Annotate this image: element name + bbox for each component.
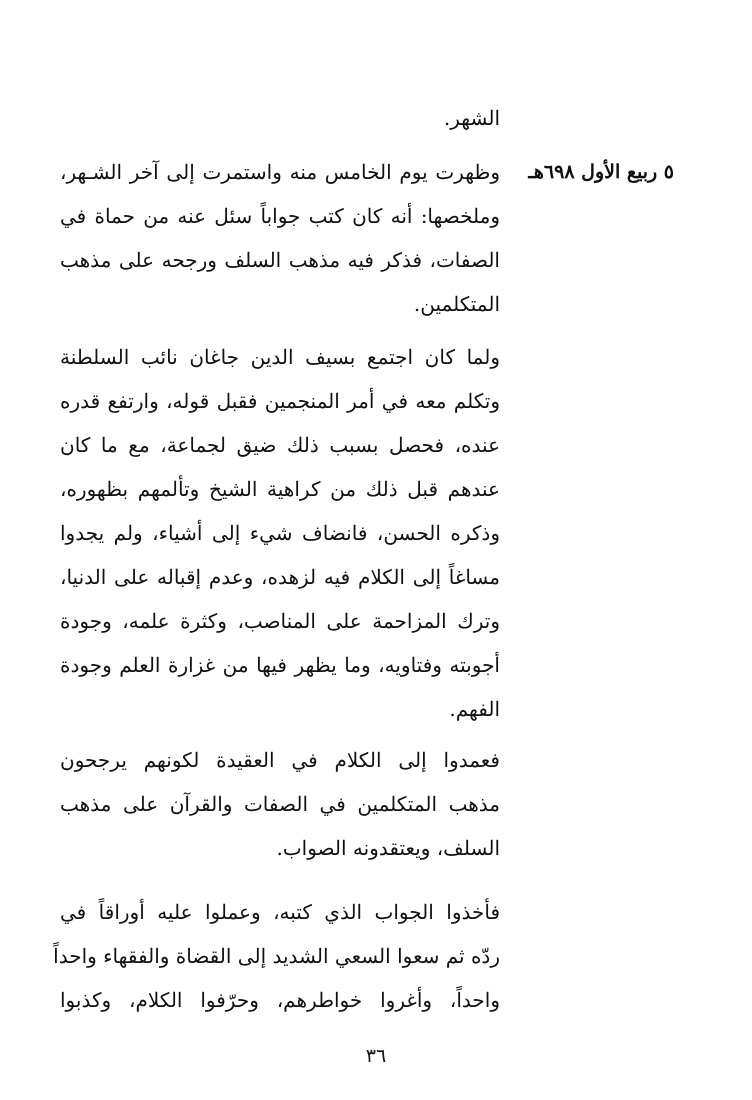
paragraph-4: [53, 890, 500, 1022]
text-line: المتكلمين.: [413, 292, 500, 316]
text-line: عندهم قبل ذلك من كراهية الشيخ وتألمهم بظهوره،: [60, 477, 500, 501]
text-line: وذكره الحسن، فانضاف شيء إلى أشياء، ولم يجدوا: [60, 521, 500, 545]
text-line: عنده، فحصل بسبب ذلك ضيق لجماعة، مع ما كان: [60, 433, 500, 457]
text-line: وتكلم معه في أمر المنجمين فقبل قوله، وارتفع قدره: [60, 389, 500, 413]
text-line: وظهرت يوم الخامس منه واستمرت إلى آخر الشـهر،: [60, 160, 500, 184]
page-number: ٣٦: [365, 1045, 387, 1067]
paragraph-2: [60, 335, 500, 731]
paragraph-1: [60, 150, 500, 326]
text-line: أجوبته وفتاويه، وما يظهر فيها من غزارة العلم وجودة: [60, 653, 500, 677]
text-line: فعمدوا إلى الكلام في العقيدة لكونهم يرجحون: [60, 748, 500, 772]
text-line: السلف، ويعتقدونه الصواب.: [276, 836, 500, 860]
text-line: مساغاً إلى الكلام فيه لزهده، وعدم إقباله على الدنيا،: [60, 565, 500, 589]
text-line: وترك المزاحمة على المناصب، وكثرة علمه، وجودة: [60, 609, 500, 633]
text-line: فأخذوا الجواب الذي كتبه، وعملوا عليه أوراقاً في: [60, 900, 500, 924]
text-line: واحداً، وأغروا خواطرهم، وحرّفوا الكلام، وكذبوا: [60, 988, 500, 1012]
margin-date-note: ٥ ربيع الأول ٦٩٨هـ: [528, 161, 674, 183]
text-line: مذهب المتكلمين في الصفات والقرآن على مذهب: [60, 792, 500, 816]
text-line: وملخصها: أنه كان كتب جواباً سئل عنه من حماة في: [60, 204, 500, 228]
text-line: الصفات، فذكر فيه مذهب السلف ورجحه على مذهب: [60, 248, 500, 272]
text-line: ولما كان اجتمع بسيف الدين جاغان نائب السلطنة: [60, 345, 500, 369]
paragraph-3: [60, 738, 500, 870]
paragraph-continuation: [60, 96, 500, 140]
text-line: ردّه ثم سعوا السعي الشديد إلى القضاة والفقهاء واحداً: [53, 944, 500, 968]
text-line: الشهر.: [443, 106, 500, 130]
text-line: الفهم.: [449, 697, 500, 721]
